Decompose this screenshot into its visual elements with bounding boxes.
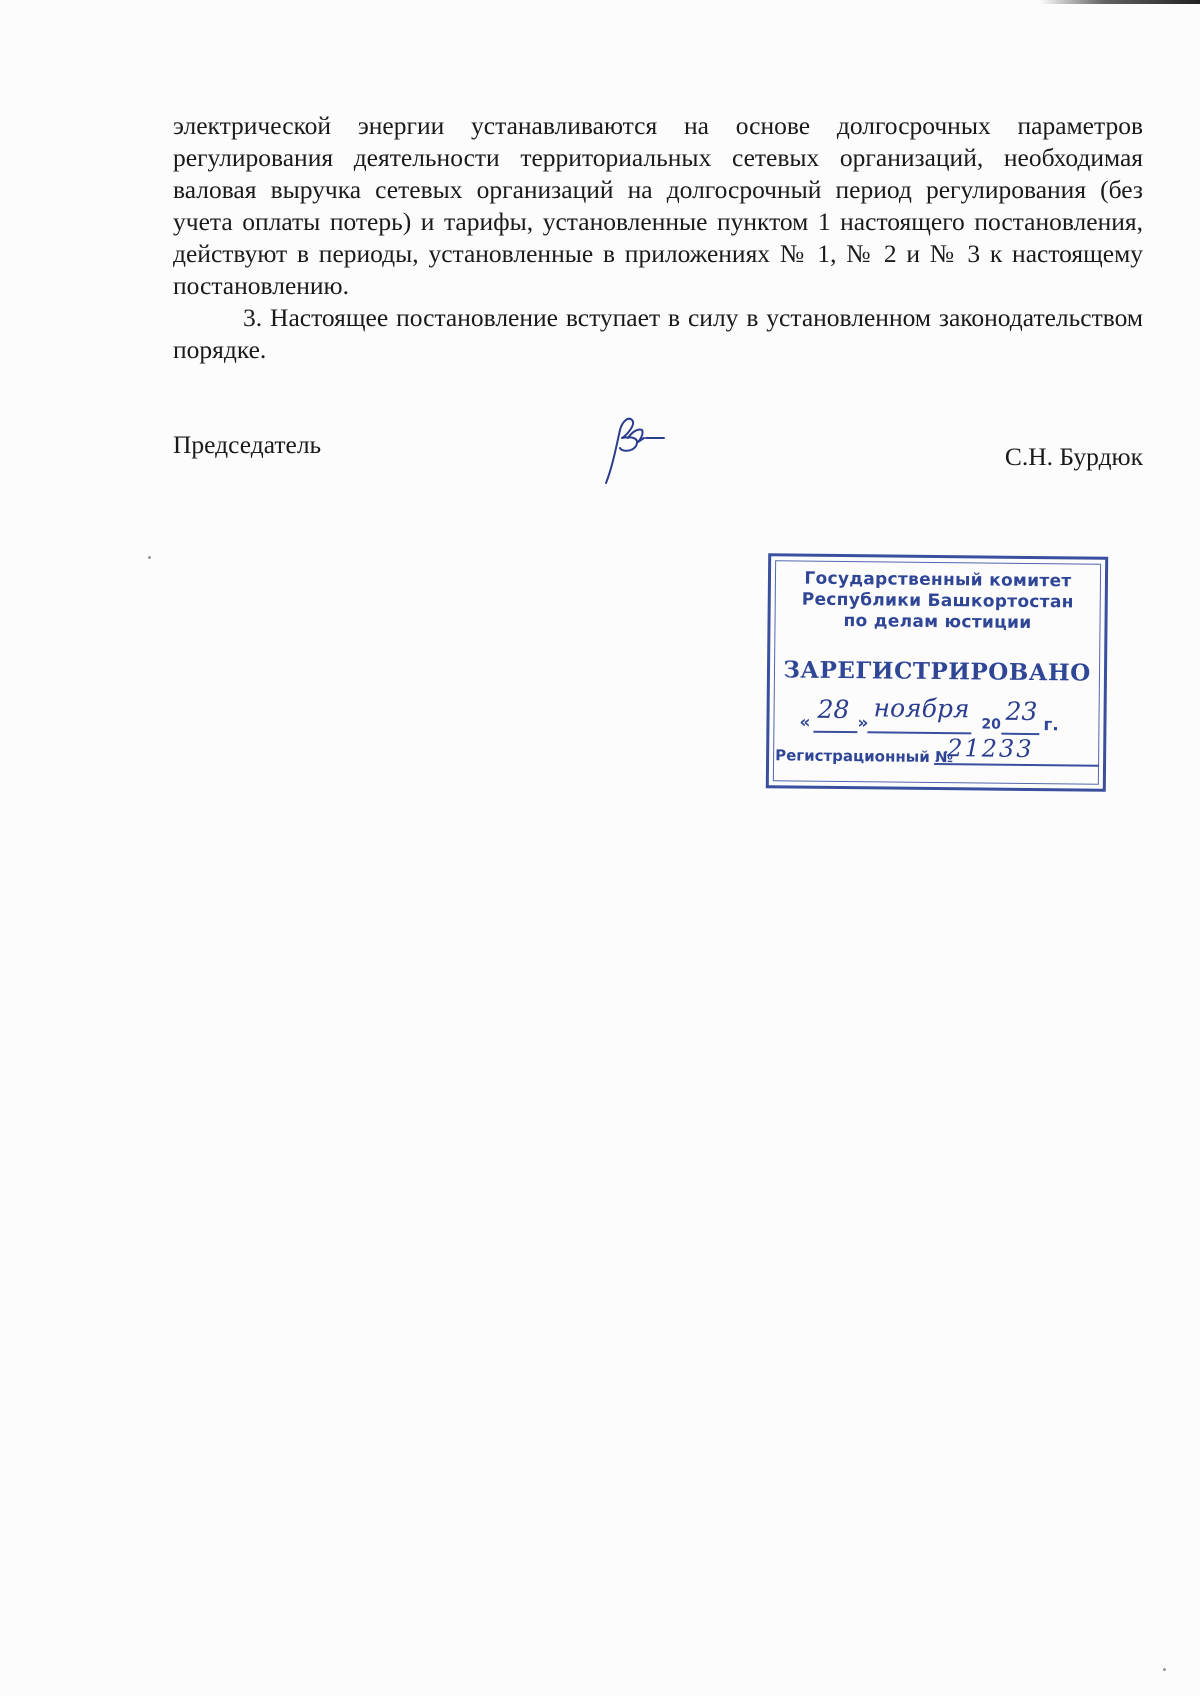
stamp-reg-label: Регистрационный № bbox=[775, 746, 954, 767]
handwritten-signature bbox=[598, 408, 678, 488]
stamp-year-suffix: 23 bbox=[1005, 696, 1038, 727]
paragraph-3: 3. Настоящее постановление вступает в силу в установленном законодательством порядке. bbox=[173, 303, 1143, 364]
scan-edge-shadow bbox=[1040, 0, 1200, 4]
stamp-org-line-3: по делам юстиции bbox=[843, 611, 1032, 633]
scan-speck bbox=[148, 556, 151, 559]
registration-stamp bbox=[766, 553, 1108, 792]
stamp-organization bbox=[770, 568, 1105, 634]
stamp-reg-number: 21233 bbox=[947, 734, 1034, 764]
signatory-name: С.Н. Бурдюк bbox=[1004, 442, 1143, 471]
document-body bbox=[173, 110, 1143, 366]
stamp-day: 28 bbox=[817, 694, 850, 725]
stamp-day-underline bbox=[813, 731, 857, 733]
stamp-year-abbr: г. bbox=[1043, 715, 1059, 736]
stamp-close-quote: » bbox=[857, 713, 869, 734]
stamp-month: ноября bbox=[873, 693, 970, 724]
stamp-org-line-1: Государственный комитет bbox=[804, 568, 1072, 592]
stamp-registration bbox=[775, 746, 953, 766]
stamp-year-prefix: 20 bbox=[981, 716, 1002, 733]
signatory-title: Председатель bbox=[173, 430, 322, 459]
scan-speck bbox=[1163, 1668, 1166, 1671]
paragraph-continuation: электрической энергии устанавливаются на основе долгосрочных параметров регулирования деятельности территориальных сетевых организаций, необходимая валовая выручка сетевых организаций на долгосрочный период регулирования (без учета оплаты потерь) и тарифы, установленные пунктом 1 настоящего постановления, действуют в периоды, установленные в приложениях № 1, № 2 и № 3 к настоящему постановлению. bbox=[173, 111, 1143, 300]
stamp-org-line-2: Республики Башкортостан bbox=[801, 589, 1074, 613]
stamp-date-line bbox=[799, 695, 1089, 738]
stamp-open-quote: « bbox=[799, 712, 811, 733]
stamp-status: ЗАРЕГИСТРИРОВАНО bbox=[783, 656, 1091, 687]
